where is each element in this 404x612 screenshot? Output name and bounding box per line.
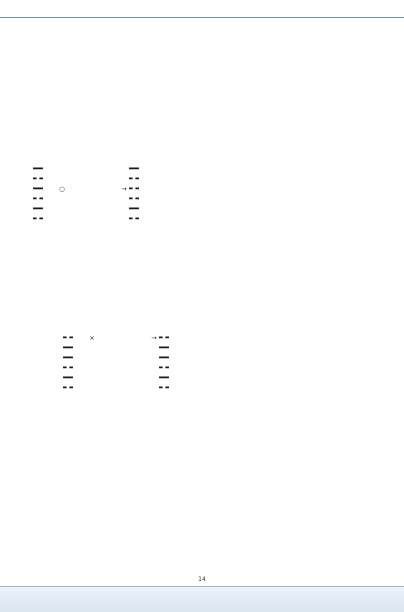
hexagram-line2-cell: ▬▬▬ [159,373,169,381]
hexagram-line-cell: ▬ ▬ [33,194,43,202]
hexagram-arrow-cell: → [151,333,157,342]
hex1-head-left [9,154,183,164]
hexagram-line-row [9,383,395,393]
text-line-7 [9,448,395,458]
page-header [0,0,404,18]
page-number: 14 [198,576,206,583]
hexagram-line-cell: ▬ ▬ [63,333,73,341]
hexagram-line2-cell: ▬▬▬ [129,164,139,172]
hexagram-line-row [9,353,395,363]
hexagram-line2-cell: ▬▬▬ [129,204,139,212]
hex2-rows [9,333,395,393]
hexagram-chart-2 [9,313,395,393]
hex1-head-right [183,154,333,164]
text-line-3 [9,227,395,269]
hexagram-line2-cell: ▬ ▬ [129,194,139,202]
hex2-title-right [213,313,363,323]
hexagram-mark-cell: × [89,333,95,342]
hexagram-line-row [9,194,395,204]
hexagram-line-cell: ▬ ▬ [63,383,73,391]
hexagram-line-row [9,184,395,194]
hexagram-arrow-cell: → [121,184,127,193]
hexagram-line-row [9,174,395,184]
hexagram-line2-cell: ▬ ▬ [159,363,169,371]
text-line-8 [9,458,395,468]
hexagram-line-cell: ▬ ▬ [33,214,43,222]
text-line-1 [9,122,395,132]
hexagram-line2-cell: ▬ ▬ [159,333,169,341]
hex1-title-right [183,144,333,154]
hexagram-line-row [9,373,395,383]
hexagram-line-cell: ▬▬▬ [63,343,73,351]
paragraph-2 [9,79,395,121]
hexagram-line-row [9,363,395,373]
hexagram-line-row [9,214,395,224]
hex2-title-left [63,313,213,323]
page-content [9,26,395,478]
hexagram-line-cell: ▬▬▬ [33,164,43,172]
paragraph-1 [9,26,395,78]
hexagram-line2-cell: ▬ ▬ [159,383,169,391]
hexagram-line-cell: ▬ ▬ [63,363,73,371]
hexagram-line-row [9,333,395,343]
hexagram-line-cell: ▬ ▬ [33,174,43,182]
hexagram-line2-cell: ▬▬▬ [159,343,169,351]
hexagram-line2-cell: ▬ ▬ [129,184,139,192]
text-line-4 [9,269,395,301]
hexagram-line2-cell: ▬ ▬ [129,214,139,222]
text-line-2 [9,132,395,142]
text-line-9 [9,468,395,478]
text-line-5 [9,301,395,311]
hexagram-line-cell: ▬▬▬ [33,184,43,192]
hexagram-line-row [9,343,395,353]
hexagram-line-row [9,204,395,214]
hex2-head-right [213,323,363,333]
hexagram-chart-1 [9,144,395,224]
hexagram-line-cell: ▬▬▬ [63,353,73,361]
hexagram-line2-cell: ▬▬▬ [159,353,169,361]
hex1-rows [9,164,395,224]
hexagram-line-row [9,164,395,174]
text-line-6 [9,396,395,448]
hexagram-line-cell: ▬▬▬ [63,373,73,381]
hexagram-mark-cell: ○ [59,184,65,193]
hexagram-line2-cell: ▬ ▬ [129,174,139,182]
hex1-title-left [33,144,183,154]
hex2-head-left [9,323,213,333]
hexagram-line-cell: ▬▬▬ [33,204,43,212]
page-footer [0,586,404,612]
